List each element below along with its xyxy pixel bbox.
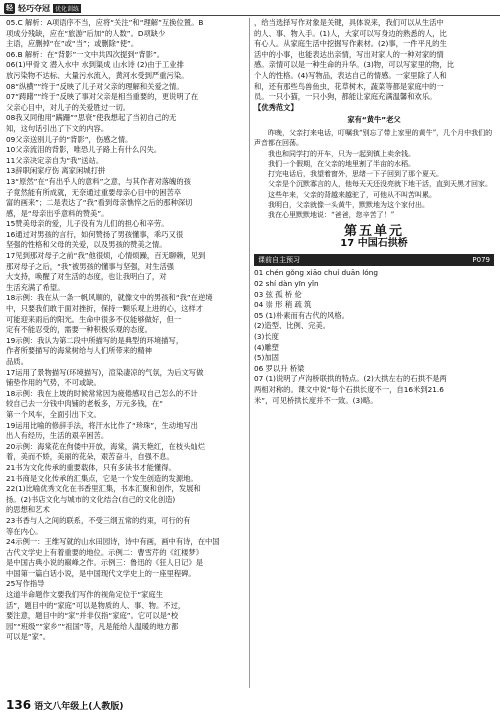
answer-line: 20示例：海棠花在佝偻中开放，海棠，满天艳红，在枝头灿烂 <box>6 441 206 451</box>
preview-bar <box>254 254 494 267</box>
answer-line: 17运用了景物描写(环境描写)，渲染凄凉的气氛，为后文写做 <box>6 367 204 377</box>
answer-line: 23书香与人之间的联系，不受三纲五常的约束，可行的有 <box>6 515 191 525</box>
answer-line: 可能迎来雨后的阳光。生命中很多不仅能够做好，但一 <box>6 314 182 324</box>
preview-line: (5)加固 <box>254 353 279 363</box>
answer-line: 项成分残缺，应在“旅游”后加“的人数”。D项缺少 <box>6 28 166 38</box>
unit-title: 第五单元 <box>343 223 404 239</box>
answer-line: 可以是“家”。 <box>6 632 51 642</box>
right-answer-lines <box>254 18 494 103</box>
answer-line: 18示例：我在从一条一帆风顺的，就像文中的男孩和“我”在逆境 <box>6 293 213 303</box>
footer-text: 语文八年级上(人教版) <box>34 702 124 712</box>
answer-line: 24示例一：王维写就的山水田园诗，诗中有画，画中有诗，在中国 <box>6 537 220 547</box>
preview-line: (3)长度 <box>254 331 279 341</box>
brand-subtitle: 优化训练 <box>55 5 80 13</box>
essay-paragraph: 打完电话后，我望着窗外，思绪一下子回到了那个夏天。 <box>268 170 443 179</box>
answer-line: 19运用比喻的修辞手法，将汗水比作了“珍珠”，生动地写出 <box>6 420 198 430</box>
right-column <box>254 18 494 688</box>
answer-line: 定有不能忍受的，需要一种积极乐观的态度。 <box>6 325 152 335</box>
essay-paragraph: 昨晚，父亲打来电话，叮嘱我“别忘了带上家里的黄牛”，几个月中我们的声音都在回荡。 <box>254 128 493 148</box>
answer-line: 是中国古典小说的巅峰之作。示例三：鲁迅的《狂人日记》是 <box>6 558 204 568</box>
answer-line: 古代文学史上有着重要的地位。示例二：曹雪芹的《红楼梦》 <box>6 547 204 557</box>
answer-line: 放污染物不达标、大量污水流入，黄河水受到严重污染。 <box>6 70 189 80</box>
answer-line: ，给当选择写作对象是关键，具体说来，我们可以从生活中 <box>254 18 444 27</box>
model-essay <box>254 115 494 220</box>
answer-line: 25写作指导 <box>6 579 45 589</box>
preview-line: 03 弦 孤 桥 伦 <box>254 289 302 299</box>
answer-line: 扬。(2)书店文化与城市的文化结合(自己的文化创造) <box>6 494 176 504</box>
section-label: 【优秀范文】 <box>254 102 298 112</box>
brand-icon: 轻 <box>6 3 13 12</box>
preview-line: 米”，可见桥拱长度并不一致。(3)略。 <box>254 395 378 405</box>
answer-line: 06(1)甲骨文 潜入水中 水到渠成 山水诗 (2)由于工业排 <box>6 60 184 70</box>
preview-line: (4)雕塑 <box>254 342 279 352</box>
answer-line: 17见到那对母子之前“我”他很烦，心情烦躁，百无聊赖，见到 <box>6 251 206 261</box>
answer-line: 那对母子之后，“我”被男孩的懂事与坚强，对生活强 <box>6 261 175 271</box>
answer-line: 11父亲决定亲自为“我”送站。 <box>6 155 104 165</box>
answer-line: 19示例：我认为第二段中所描写的是典型的环境描写， <box>6 335 184 345</box>
essay-paragraph: 我们一个假期，在父亲的地里割了半亩的水稻。 <box>268 159 415 168</box>
preview-line: 两相对称的。课文中说“每个石拱长度不一，自16米到21.6 <box>254 384 444 394</box>
answer-line: 员。一只小猫，一只小狗，都能让家庭充满温馨和欢乐。 <box>254 92 437 102</box>
preview-line: 07 (1)说明了卢沟桥联拱的特点。(2)大拱左右的石拱不是两 <box>254 374 447 384</box>
answer-line: 活中的小事，也能表达出亲情，写出对家人的一种对家的情 <box>254 49 444 59</box>
answer-line: 着，美而不娇，美丽的花朵，艰苦奋斗，自强不息。 <box>6 452 174 462</box>
answer-line: 生活充满了希望。 <box>6 282 65 292</box>
brand-logo <box>4 3 81 14</box>
answer-line: 出人有经历，生活的艰辛困苦。 <box>6 431 109 441</box>
answer-line: 13“原然”在“有出乎人的意料”之意，与其作者对落魄的孩 <box>6 176 191 186</box>
page-number: 136 <box>6 698 32 712</box>
answer-line: 较自己去一分钱中肉铺的老板多，万元多钱，在“ <box>6 399 164 409</box>
answer-line: 05.C 解析：A项语序不当，应将“关注”和“理解”互换位置。B <box>6 18 204 27</box>
essay-paragraph: 父亲是个沉默寡言的人，他每天天还没亮就下地干活，直到天黑才回家。 <box>268 180 492 189</box>
preview-line: 04 崇 形 稍 疏 筑 <box>254 300 312 310</box>
essay-body <box>254 128 494 221</box>
left-column <box>6 18 246 688</box>
essay-paragraph: 我在心里默默地说：“爸爸，您辛苦了！” <box>268 211 395 220</box>
answer-line: 第一个风车，全面引出下文。 <box>6 409 101 419</box>
answer-line: 这道半命题作文要我们写作的视角定位于“家庭生 <box>6 590 164 600</box>
essay-paragraph: 我也和同学打的开车，只为一起到镇上卖余钱。 <box>268 149 415 158</box>
answer-line: 和，还有那些鸟兽鱼虫，花草树木，蔬菜等都是家庭中的一 <box>254 81 444 91</box>
answer-line: 15赞美母亲的爱，儿子没有为儿们的担心和辛劳。 <box>6 219 169 229</box>
preview-line: 02 shí dàn yīn yǐn <box>254 278 319 288</box>
answer-line: 有心人。从家庭生活中挖掘写作素材。(2)事，一件平凡的生 <box>254 39 447 49</box>
answer-line: 作者所要描写的海棠树给与人们所带来的精神 <box>6 346 152 356</box>
answer-line: 子竟然能有所成就，无奈通过重要母亲心目中的困苦卒 <box>6 187 182 197</box>
answer-line: 08“纵横”“终于”反映了儿子对父亲的理解和关爱之情。 <box>6 81 184 91</box>
answer-line: 主语，应删掉“在”或“当”；或删除“使”。 <box>6 39 139 49</box>
answer-line: 16通过对男孩的言行，如何赞扬了男孩懂事，乖巧又很 <box>6 229 184 239</box>
answer-line: 21书为文化传承的重要载体，只有多读书才能懂得。 <box>6 462 176 472</box>
answer-line: 富的画来”；二是表达了“我”看到母亲憔悴之后的那种深切 <box>6 198 193 208</box>
answer-line: 父亲心目中，对儿子的关爱胜过一切。 <box>6 102 131 112</box>
answer-line: 10父亲流泪的背影，唯恐儿子路上有什么闪失。 <box>6 145 162 155</box>
brand-name: 轻巧夺冠 <box>18 3 50 13</box>
answer-line: 中，只要我们敢于面对挫折，保持一颗乐观上进的心，这样才 <box>6 304 204 314</box>
page-footer <box>6 698 123 712</box>
answer-line: 22(1)比喻优秀文化在书香里汇集，书本汇聚和创作，发展和 <box>6 484 201 494</box>
answer-line: 感。亲情可以是一种生命的升华。(3)物，可以写家里的物，比 <box>254 60 455 70</box>
answer-line: 感，是“母亲出乎意料的赞美”。 <box>6 208 109 218</box>
preview-label: 课前自主预习 <box>258 255 300 264</box>
answer-line: 的人、事、物入手。(1)人，大家可以写身边的熟悉的人，比 <box>254 28 447 38</box>
answer-line: 个人的性格。(4)写物品，表达自己的情感。一家里除了人和 <box>254 70 447 80</box>
lesson-title: 17 中国石拱桥 <box>340 238 408 250</box>
answer-line: 园”“班级”“家乡”“祖国”等，凡是能给人温暖的地方都 <box>6 621 179 631</box>
answer-line: 知，这句话引出了下文的内容。 <box>6 123 109 133</box>
preview-line: 05 (1)朴素而有古代的风格。 <box>254 310 349 320</box>
answer-line: 坚强的性格和父母的关爱，以及男孩的赞美之情。 <box>6 240 167 250</box>
answer-line: 06.B 解析：在“背影”一文中共四次提到“背影”。 <box>6 49 165 59</box>
answer-line: 大支持，唤醒了对生活的态度，也让我明白了，对 <box>6 272 167 282</box>
preview-line: 06 罗以升 桥梁 <box>254 363 305 373</box>
answer-line: 铺垫作用的气势，不可或缺。 <box>6 378 101 388</box>
answer-line: 的思想和艺术 <box>6 505 50 515</box>
answer-line: 21书商是文化传承的汇集点，它是一个发生创造的发源地。 <box>6 473 198 483</box>
essay-paragraph: 这些年来，父亲的背越来越驼了，可他从不叫苦叫累。 <box>268 190 436 199</box>
answer-line: 中国第一篇白话小说，是中国现代文学史上的一座里程碑。 <box>6 568 196 578</box>
preview-line: 01 chén gǒng xiāo chuí duān lóng <box>254 268 378 278</box>
essay-paragraph: 我明白，父亲就像一头黄牛，默默地为这个家付出。 <box>268 201 429 210</box>
answer-line: 要注意，题目中的“家”并非仅指“家庭”。它可以是“校 <box>6 611 179 621</box>
page-header <box>0 0 500 16</box>
answer-line: 活”，题目中的“家庭”可以是物质的人、事、物。不过， <box>6 600 186 610</box>
answer-line: 09父亲送别儿子的“背影”，伤感之情。 <box>6 134 133 144</box>
header-rule <box>0 15 500 16</box>
preview-page: P079 <box>472 255 490 264</box>
answer-line: 18示例：我在上坡的时候常常因为疲倦感叹自己怎么的不计 <box>6 388 198 398</box>
answer-line: 08我又同他用“蹒跚”“思衰”使我想起了当初自己的无 <box>6 113 177 123</box>
answer-line: 等在内心。 <box>6 526 43 536</box>
answer-line: 品质。 <box>6 357 28 366</box>
answer-line: 13辞职闲家疗伤 离家闲城打拼 <box>6 166 106 176</box>
essay-title: 家有“黄牛”老父 <box>347 115 401 125</box>
answer-line: 07“踌躇”“终于”反映了事对父亲是相当重要的，更说明了在 <box>6 92 199 102</box>
column-divider <box>249 18 250 688</box>
preview-line: (2)造型、比例、完美。 <box>254 321 331 331</box>
preview-lines <box>254 268 494 406</box>
